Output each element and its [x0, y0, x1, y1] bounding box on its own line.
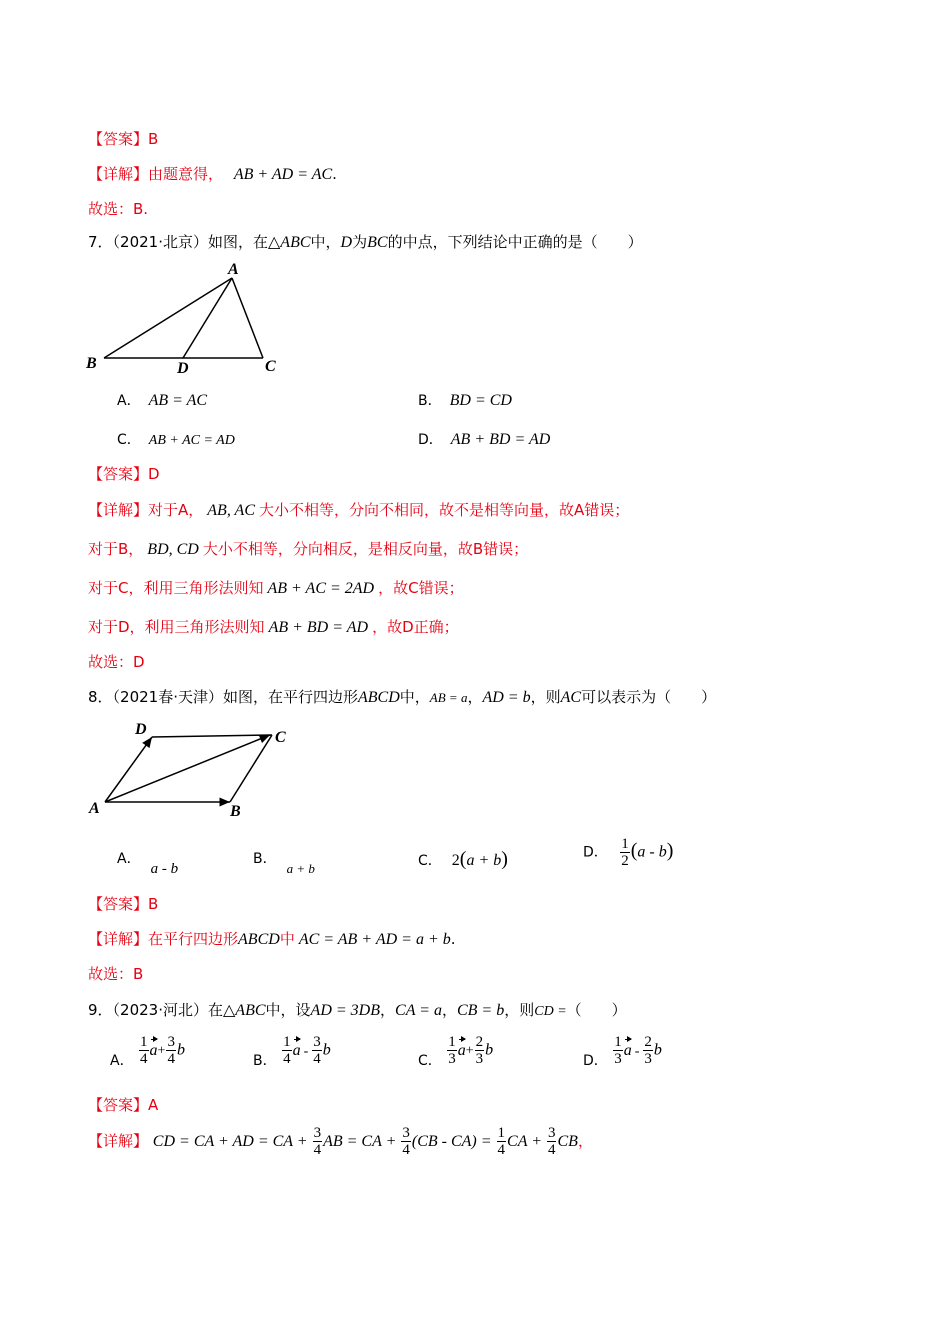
- q7-option-d[interactable]: [418, 429, 550, 449]
- detail-label: 【详解】: [88, 501, 149, 519]
- q8-parallelogram-figure: [80, 712, 300, 824]
- option-letter: C．: [117, 432, 141, 448]
- label-b: B: [86, 355, 97, 372]
- detail-part-3: (CB - CA) =: [411, 1133, 496, 1150]
- q9-option-a[interactable]: [110, 1034, 185, 1067]
- q9-detail-line: [88, 1125, 593, 1158]
- option-operator: -: [634, 1043, 640, 1059]
- label-c: C: [265, 358, 276, 375]
- side-ac: [232, 278, 263, 358]
- stem-c1: ，: [380, 1001, 396, 1019]
- question-number: 8．: [88, 688, 113, 706]
- option-vec-b: b: [653, 1041, 662, 1059]
- stem-m1: AD = 3DB: [310, 1002, 380, 1019]
- option-frac-2: $\frac{3}{4}$: [167, 1034, 175, 1067]
- option-letter: C．: [418, 1052, 442, 1069]
- option-vec-b: b: [176, 1041, 185, 1059]
- detail-text: 由题意得，: [148, 165, 224, 183]
- option-vec-a: a: [292, 1041, 301, 1059]
- detail-pre: 对于A，: [148, 501, 204, 519]
- q8-option-b[interactable]: [253, 848, 315, 876]
- detail-frac-2: $\frac{3}{4}$: [402, 1125, 410, 1158]
- detail-label: 【详解】: [88, 1132, 149, 1150]
- option-frac-2: $\frac{2}{3}$: [644, 1034, 652, 1067]
- option-letter: D．: [583, 844, 608, 861]
- option-math: a - b: [637, 843, 667, 861]
- detail-post: ，故C错误；: [378, 579, 464, 597]
- q8-detail-line: [88, 928, 456, 949]
- option-letter: A．: [117, 851, 141, 867]
- q9-option-b[interactable]: [253, 1034, 331, 1067]
- answer-label: 【答案】: [88, 895, 149, 913]
- detail-pre: 对于D，利用三角形法则知: [88, 618, 265, 636]
- q6-final-line: 故选：B.: [88, 200, 149, 218]
- option-vec-b: b: [485, 1041, 494, 1059]
- detail-text: 在平行四边形: [148, 930, 239, 948]
- q7-option-b[interactable]: [418, 390, 512, 410]
- option-letter: D．: [583, 1052, 608, 1069]
- detail-label: 【详解】: [88, 930, 149, 948]
- answer-value: B: [148, 130, 159, 148]
- q8-option-c[interactable]: C． 2(a + b): [418, 848, 508, 870]
- question-number: 7．: [88, 233, 113, 251]
- answer-label: 【答案】: [88, 130, 149, 148]
- stem-prefix: （2021春·天津）如图，在平行四边形: [112, 688, 358, 706]
- stem-m4: CD =: [534, 1004, 567, 1019]
- detail-math: AB + BD = AD: [268, 619, 369, 636]
- stem-shape: ABCD: [358, 689, 400, 706]
- detail-part-1: CD = CA + AD = CA +: [152, 1133, 312, 1150]
- stem-triangle: △ABC: [268, 234, 311, 251]
- option-letter: C．: [418, 853, 442, 869]
- side-dc: [152, 735, 272, 737]
- option-math: a - b: [150, 861, 179, 877]
- detail-shape: ABCD: [238, 931, 280, 948]
- detail-part-2: AB = CA +: [323, 1133, 401, 1150]
- detail-pre: 对于B，: [88, 540, 144, 558]
- q7-detail-line-2: [88, 538, 528, 559]
- detail-end: .: [332, 165, 337, 183]
- option-letter: A．: [117, 393, 141, 409]
- detail-part-5: CB: [557, 1133, 578, 1150]
- stem-ad: AD = b: [482, 689, 531, 706]
- detail-post: 大小不相等，分向不相同，故不是相等向量，故A错误；: [258, 501, 630, 519]
- answer-value: D: [148, 465, 160, 483]
- side-bc: [230, 735, 272, 802]
- answer-label: 【答案】: [88, 465, 149, 483]
- detail-math: BD, CD: [147, 541, 199, 558]
- option-frac-1: $\frac{1}{3}$: [614, 1034, 622, 1067]
- q8-stem: [88, 686, 716, 707]
- option-math: AB + AC = AD: [148, 433, 235, 448]
- label-a: A: [228, 261, 239, 278]
- q9-option-d[interactable]: [583, 1034, 662, 1067]
- q8-answer-line: [88, 893, 158, 914]
- q7-option-a[interactable]: [117, 390, 207, 410]
- detail-frac-4: $\frac{3}{4}$: [547, 1125, 556, 1158]
- q9-answer-line: [88, 1094, 158, 1115]
- detail-mid: 中: [279, 930, 295, 948]
- stem-bc: BC: [367, 234, 388, 251]
- option-math: AB + BD = AD: [450, 431, 551, 448]
- stem-mid2: ，则: [530, 688, 561, 706]
- label-a: A: [89, 800, 100, 817]
- option-frac-2: $\frac{2}{3}$: [475, 1034, 484, 1067]
- option-math: AB = AC: [148, 392, 208, 409]
- q7-answer-line: [88, 463, 160, 484]
- stem-mid2: 为: [352, 233, 368, 251]
- stem-suffix: 可以表示为（ ）: [581, 688, 717, 706]
- option-letter: B．: [418, 393, 442, 409]
- label-d: D: [135, 721, 147, 738]
- option-vec-a: a: [457, 1041, 466, 1059]
- option-math: a + b: [466, 852, 502, 869]
- option-operator: +: [157, 1043, 166, 1059]
- stem-m3: CB = b: [456, 1002, 505, 1019]
- stem-suffix: 的中点，下列结论中正确的是（ ）: [387, 233, 643, 251]
- detail-label: 【详解】: [88, 165, 149, 183]
- stem-comma: ，: [467, 688, 483, 706]
- option-coef: 2: [451, 852, 460, 869]
- answer-value: A: [148, 1096, 159, 1114]
- option-math: a + b: [286, 861, 315, 876]
- option-letter: A．: [110, 1052, 134, 1069]
- option-fraction: $\frac{1}{2}$: [621, 836, 629, 869]
- q7-stem: [88, 231, 643, 252]
- question-number: 9．: [88, 1001, 113, 1019]
- q8-final-line: 故选：B: [88, 965, 144, 983]
- q7-detail-line-1: [88, 499, 629, 520]
- stem-mid: 中，: [399, 688, 430, 706]
- option-frac-1: $\frac{1}{3}$: [448, 1034, 456, 1067]
- detail-frac-3: $\frac{1}{4}$: [497, 1125, 506, 1158]
- stem-mid: 中，: [310, 233, 341, 251]
- detail-end: ，: [577, 1132, 593, 1150]
- side-ba: [104, 278, 232, 358]
- q6-detail-line: [88, 163, 337, 184]
- stem-m2: CA = a: [395, 1002, 442, 1019]
- q9-option-c[interactable]: [418, 1034, 493, 1067]
- detail-pre: 对于C，利用三角形法则知: [88, 579, 264, 597]
- q7-detail-line-4: [88, 616, 459, 637]
- q7-final-line: 故选：D: [88, 653, 145, 671]
- label-d: D: [177, 360, 189, 377]
- stem-prefix: （2023·河北）在: [112, 1001, 223, 1019]
- detail-math: AB + AC = 2AD: [267, 580, 375, 597]
- stem-mid: 中，设: [265, 1001, 311, 1019]
- stem-prefix: （2021·北京）如图，在: [112, 233, 268, 251]
- option-vec-b: b: [322, 1041, 331, 1059]
- q7-triangle-figure: [80, 258, 290, 380]
- detail-math: AB + AD = AC: [233, 166, 333, 183]
- stem-c3: ，则: [504, 1001, 535, 1019]
- q8-option-d[interactable]: D． $\frac{1}{2}$ (a - b): [583, 836, 674, 869]
- detail-post: 大小不相等，分向相反，是相反向量，故B错误；: [202, 540, 529, 558]
- answer-label: 【答案】: [88, 1096, 149, 1114]
- option-frac-1: $\frac{1}{4}$: [283, 1034, 291, 1067]
- q8-option-a[interactable]: [117, 848, 179, 877]
- option-letter: D．: [418, 432, 443, 448]
- stem-c2: ，: [441, 1001, 457, 1019]
- option-letter: B．: [253, 851, 277, 867]
- detail-frac-1: $\frac{3}{4}$: [313, 1125, 322, 1158]
- detail-post: ，故D正确；: [372, 618, 459, 636]
- detail-math: AB, AC: [207, 502, 255, 519]
- option-math: BD = CD: [449, 392, 512, 409]
- stem-triangle: △ABC: [223, 1002, 266, 1019]
- label-c: C: [275, 729, 286, 746]
- detail-part-4: CA +: [507, 1133, 546, 1150]
- q7-option-c[interactable]: [117, 429, 235, 449]
- option-frac-1: $\frac{1}{4}$: [140, 1034, 148, 1067]
- detail-math: AC = AB + AD = a + b: [298, 931, 451, 948]
- q7-detail-line-3: [88, 577, 464, 598]
- stem-d: D: [340, 234, 353, 251]
- option-vec-a: a: [149, 1041, 158, 1059]
- option-frac-2: $\frac{3}{4}$: [313, 1034, 321, 1067]
- stem-suffix: （ ）: [566, 1001, 627, 1019]
- option-operator: -: [303, 1043, 309, 1059]
- stem-ac: AC: [560, 689, 582, 706]
- label-b: B: [230, 803, 241, 820]
- option-letter: B．: [253, 1052, 277, 1069]
- q9-stem: [88, 999, 627, 1020]
- option-vec-a: a: [623, 1041, 632, 1059]
- detail-end: .: [450, 930, 456, 948]
- stem-ab: AB = a: [429, 690, 468, 705]
- q6-answer-line: [88, 128, 158, 149]
- answer-value: B: [148, 895, 159, 913]
- option-operator: +: [465, 1043, 474, 1059]
- median-ad: [183, 278, 232, 358]
